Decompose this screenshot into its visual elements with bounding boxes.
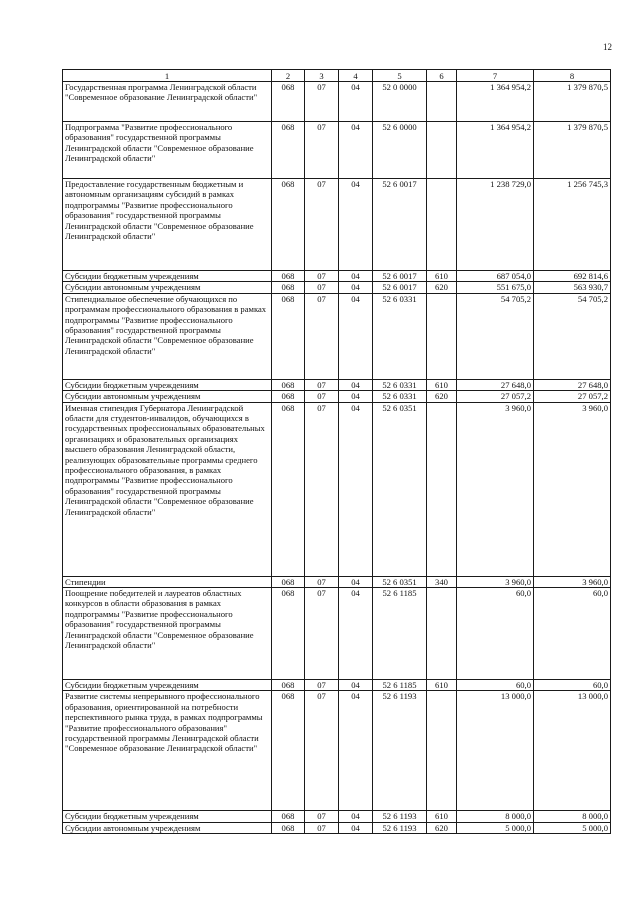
header-cell: 5 (373, 70, 427, 82)
section-code: 07 (305, 82, 339, 122)
admin-code: 068 (272, 293, 305, 379)
admin-code: 068 (272, 691, 305, 811)
table-row (63, 391, 611, 402)
target-article-code: 52 6 0351 (373, 576, 427, 587)
amount-year-1: 551 675,0 (457, 282, 534, 293)
header-cell: 3 (305, 70, 339, 82)
amount-year-1: 1 364 954,2 (457, 122, 534, 179)
section-code: 07 (305, 282, 339, 293)
subsection-code: 04 (339, 282, 373, 293)
amount-year-1: 3 960,0 (457, 402, 534, 576)
amount-year-1: 60,0 (457, 588, 534, 680)
row-name: Предоставление государственным бюджетным и автономным организациям субсидий в рамках подпрограммы "Развитие профессионального образования" государственной программы Ленинградской области "Современное образование Ленинградской области" (63, 179, 272, 271)
amount-year-1: 687 054,0 (457, 271, 534, 282)
row-name: Субсидии бюджетным учреждениям (63, 811, 272, 822)
table-row (63, 282, 611, 293)
admin-code: 068 (272, 588, 305, 680)
table-row (63, 82, 611, 122)
amount-year-2: 60,0 (534, 588, 611, 680)
amount-year-2: 27 057,2 (534, 391, 611, 402)
amount-year-2: 27 648,0 (534, 379, 611, 390)
expense-type-code: 610 (427, 271, 457, 282)
section-code: 07 (305, 691, 339, 811)
row-name: Подпрограмма "Развитие профессионального образования" государственной программы Ленинградской области "Современное образование Ленинградской области" (63, 122, 272, 179)
amount-year-1: 54 705,2 (457, 293, 534, 379)
admin-code: 068 (272, 822, 305, 833)
section-code: 07 (305, 811, 339, 822)
section-code: 07 (305, 391, 339, 402)
amount-year-2: 60,0 (534, 680, 611, 691)
target-article-code: 52 6 0331 (373, 391, 427, 402)
target-article-code: 52 6 0017 (373, 271, 427, 282)
subsection-code: 04 (339, 576, 373, 587)
target-article-code: 52 6 0351 (373, 402, 427, 576)
expense-type-code (427, 82, 457, 122)
section-code: 07 (305, 271, 339, 282)
row-name: Стипендиальное обеспечение обучающихся по программам профессионального образования в рамках подпрограммы "Развитие профессионального образования" государственной программы Ленинградской области "Современное образование Ленинградской области" (63, 293, 272, 379)
section-code: 07 (305, 822, 339, 833)
expense-type-code: 620 (427, 391, 457, 402)
budget-table (62, 69, 611, 834)
subsection-code: 04 (339, 588, 373, 680)
row-name: Субсидии автономным учреждениям (63, 282, 272, 293)
table-row (63, 576, 611, 587)
amount-year-1: 13 000,0 (457, 691, 534, 811)
expense-type-code (427, 122, 457, 179)
subsection-code: 04 (339, 122, 373, 179)
row-name: Государственная программа Ленинградской области "Современное образование Ленинградской области" (63, 82, 272, 122)
amount-year-1: 3 960,0 (457, 576, 534, 587)
row-name: Субсидии бюджетным учреждениям (63, 680, 272, 691)
table-row (63, 179, 611, 271)
subsection-code: 04 (339, 822, 373, 833)
subsection-code: 04 (339, 379, 373, 390)
target-article-code: 52 0 0000 (373, 82, 427, 122)
header-cell: 1 (63, 70, 272, 82)
amount-year-2: 54 705,2 (534, 293, 611, 379)
amount-year-1: 5 000,0 (457, 822, 534, 833)
admin-code: 068 (272, 576, 305, 587)
expense-type-code (427, 691, 457, 811)
section-code: 07 (305, 402, 339, 576)
table-row (63, 379, 611, 390)
subsection-code: 04 (339, 680, 373, 691)
table-header-row (63, 70, 611, 82)
amount-year-1: 60,0 (457, 680, 534, 691)
section-code: 07 (305, 588, 339, 680)
amount-year-2: 5 000,0 (534, 822, 611, 833)
subsection-code: 04 (339, 811, 373, 822)
admin-code: 068 (272, 282, 305, 293)
header-cell: 8 (534, 70, 611, 82)
amount-year-2: 1 379 870,5 (534, 122, 611, 179)
admin-code: 068 (272, 122, 305, 179)
table-row (63, 402, 611, 576)
row-name: Развитие системы непрерывного профессионального образования, ориентированной на потребности перспективного рынка труда, в рамках подпрограммы "Развитие профессионального образования" государственной программы Ленинградской области "Современное образование Ленинградской области" (63, 691, 272, 811)
target-article-code: 52 6 0000 (373, 122, 427, 179)
target-article-code: 52 6 0017 (373, 179, 427, 271)
target-article-code: 52 6 1193 (373, 811, 427, 822)
row-name: Именная стипендия Губернатора Ленинградской области для студентов-инвалидов, обучающихся в государственных профессиональных образовательных организациях и образовательных организациях высшего образования Ленинградской области, реализующих образовательные программы среднего профессионального образования, в рамках подпрограммы "Развитие профессионального образования" государственной программы Ленинградской области "Современное образование Ленинградской области" (63, 402, 272, 576)
row-name: Субсидии автономным учреждениям (63, 391, 272, 402)
amount-year-1: 27 057,2 (457, 391, 534, 402)
expense-type-code (427, 179, 457, 271)
target-article-code: 52 6 0331 (373, 293, 427, 379)
admin-code: 068 (272, 811, 305, 822)
section-code: 07 (305, 293, 339, 379)
row-name: Стипендии (63, 576, 272, 587)
amount-year-1: 8 000,0 (457, 811, 534, 822)
section-code: 07 (305, 379, 339, 390)
target-article-code: 52 6 1193 (373, 691, 427, 811)
subsection-code: 04 (339, 391, 373, 402)
target-article-code: 52 6 0017 (373, 282, 427, 293)
admin-code: 068 (272, 391, 305, 402)
expense-type-code: 340 (427, 576, 457, 587)
table-row (63, 822, 611, 833)
admin-code: 068 (272, 379, 305, 390)
amount-year-2: 1 379 870,5 (534, 82, 611, 122)
amount-year-2: 13 000,0 (534, 691, 611, 811)
table-row (63, 588, 611, 680)
target-article-code: 52 6 1185 (373, 588, 427, 680)
section-code: 07 (305, 576, 339, 587)
expense-type-code: 620 (427, 282, 457, 293)
target-article-code: 52 6 1185 (373, 680, 427, 691)
amount-year-2: 563 930,7 (534, 282, 611, 293)
table-row (63, 691, 611, 811)
table-row (63, 271, 611, 282)
amount-year-1: 27 648,0 (457, 379, 534, 390)
amount-year-1: 1 238 729,0 (457, 179, 534, 271)
expense-type-code: 610 (427, 811, 457, 822)
table-row (63, 680, 611, 691)
table-row (63, 811, 611, 822)
amount-year-2: 1 256 745,3 (534, 179, 611, 271)
subsection-code: 04 (339, 271, 373, 282)
row-name: Поощрение победителей и лауреатов областных конкурсов в области образования в рамках подпрограммы "Развитие профессионального образования" государственной программы Ленинградской области "Современное образование Ленинградской области" (63, 588, 272, 680)
admin-code: 068 (272, 402, 305, 576)
amount-year-2: 3 960,0 (534, 576, 611, 587)
target-article-code: 52 6 1193 (373, 822, 427, 833)
row-name: Субсидии автономным учреждениям (63, 822, 272, 833)
section-code: 07 (305, 179, 339, 271)
admin-code: 068 (272, 179, 305, 271)
expense-type-code (427, 588, 457, 680)
row-name: Субсидии бюджетным учреждениям (63, 271, 272, 282)
subsection-code: 04 (339, 402, 373, 576)
header-cell: 2 (272, 70, 305, 82)
expense-type-code (427, 402, 457, 576)
expense-type-code (427, 293, 457, 379)
expense-type-code: 620 (427, 822, 457, 833)
header-cell: 4 (339, 70, 373, 82)
table-row (63, 293, 611, 379)
admin-code: 068 (272, 680, 305, 691)
subsection-code: 04 (339, 691, 373, 811)
amount-year-2: 8 000,0 (534, 811, 611, 822)
expense-type-code: 610 (427, 680, 457, 691)
subsection-code: 04 (339, 82, 373, 122)
admin-code: 068 (272, 271, 305, 282)
row-name: Субсидии бюджетным учреждениям (63, 379, 272, 390)
header-cell: 6 (427, 70, 457, 82)
header-cell: 7 (457, 70, 534, 82)
amount-year-1: 1 364 954,2 (457, 82, 534, 122)
amount-year-2: 692 814,6 (534, 271, 611, 282)
admin-code: 068 (272, 82, 305, 122)
section-code: 07 (305, 680, 339, 691)
subsection-code: 04 (339, 293, 373, 379)
amount-year-2: 3 960,0 (534, 402, 611, 576)
target-article-code: 52 6 0331 (373, 379, 427, 390)
section-code: 07 (305, 122, 339, 179)
page-number: 12 (603, 42, 612, 52)
subsection-code: 04 (339, 179, 373, 271)
table-row (63, 122, 611, 179)
expense-type-code: 610 (427, 379, 457, 390)
